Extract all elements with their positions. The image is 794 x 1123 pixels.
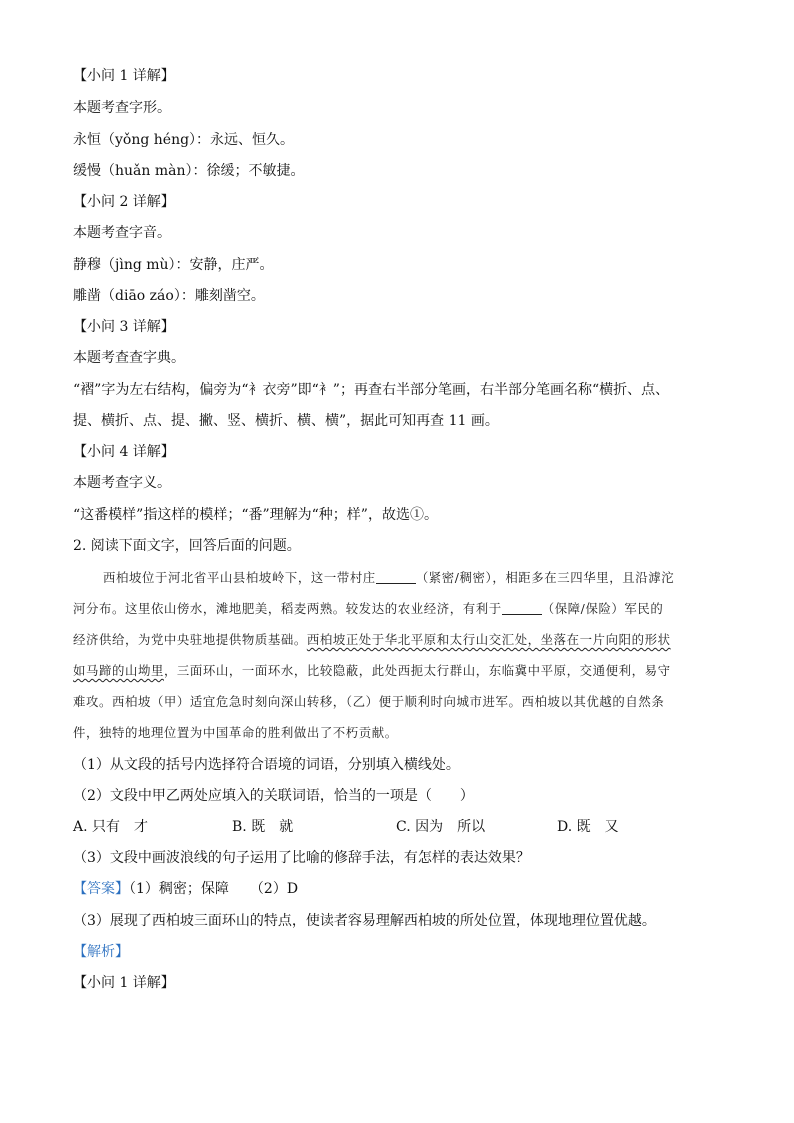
sub-question: （3）文段中画波浪线的句子运用了比喻的修辞手法，有怎样的表达效果？ bbox=[73, 850, 530, 866]
fill-blank bbox=[376, 571, 416, 584]
answer-text: （1）稠密；保障 （2）D bbox=[129, 881, 299, 897]
answer-tag: 【答案】 bbox=[73, 881, 129, 897]
passage-line: 件，独特的地理位置为中国革命的胜利做出了不朽贡献。 bbox=[73, 725, 398, 740]
text-line: 本题考查查字典。 bbox=[73, 350, 185, 366]
text-line: “褶”字为左右结构，偏旁为“衤衣旁”即“衤”；再查右半部分笔画，右半部分笔画名称“横折、点、 bbox=[73, 382, 670, 398]
sub-question: （1）从文段的括号内选择符合语境的词语，分别填入横线处。 bbox=[73, 757, 460, 773]
section-heading: 【小问 2 详解】 bbox=[73, 194, 175, 210]
fill-blank bbox=[502, 602, 542, 615]
text-line: 本题考查字音。 bbox=[73, 225, 171, 241]
passage-text: （保障/保险）军民的 bbox=[541, 601, 664, 616]
option-c: C. 因为 所以 bbox=[396, 819, 486, 835]
option-b: B. 既 就 bbox=[232, 819, 294, 835]
option-a: A. 只有 才 bbox=[73, 819, 149, 835]
wavy-underlined-text: 如马蹄的山坳里 bbox=[73, 663, 164, 678]
text-line: 本题考查字形。 bbox=[73, 100, 171, 116]
passage-text: （紧密/稠密），相距多在三四华里，且沿滹沱 bbox=[415, 570, 675, 585]
text-line: 缓慢（huǎn màn）：徐缓；不敏捷。 bbox=[73, 163, 305, 179]
text-line: 提、横折、点、提、撇、竖、横折、横、横”，据此可知再查 11 画。 bbox=[73, 413, 499, 429]
analysis-tag: 【解析】 bbox=[73, 944, 129, 960]
passage-text: 经济供给，为党中央驻地提供物质基础。 bbox=[73, 632, 307, 647]
passage-line bbox=[103, 568, 753, 586]
passage-line: 难攻。西柏坡（甲）适宜危急时刻向深山转移，（乙）便于顺利时向城市进军。西柏坡以其优越的自然条 bbox=[73, 694, 665, 709]
passage-line bbox=[73, 661, 723, 679]
text-line: 永恒（yǒng héng）：永远、恒久。 bbox=[73, 132, 295, 148]
text-line: 雕凿（diāo záo）：雕刻凿空。 bbox=[73, 288, 265, 304]
text-line: “这番模样”指这样的模样；“番”理解为“种；样”，故选①。 bbox=[73, 507, 438, 523]
sub-question: （2）文段中甲乙两处应填入的关联词语，恰当的一项是（ ） bbox=[73, 788, 474, 804]
answer-line bbox=[73, 879, 298, 899]
passage-text: 西柏坡位于河北省平山县柏坡岭下，这一带村庄 bbox=[103, 570, 376, 585]
passage-text: 河分布。这里依山傍水，滩地肥美，稻麦两熟。较发达的农业经济，有利于 bbox=[73, 601, 502, 616]
passage-text: ，三面环山，一面环水，比较隐蔽，此处西扼太行群山，东临冀中平原，交通便利，易守 bbox=[163, 663, 671, 678]
answer-line: （3）展现了西柏坡三面环山的特点，使读者容易理解西柏坡的所处位置，体现地理位置优越。 bbox=[73, 913, 656, 929]
wavy-underlined-text: 西柏坡正处于华北平原和太行山交汇处，坐落在一片向阳的形状 bbox=[306, 632, 671, 647]
option-d: D. 既 又 bbox=[557, 819, 619, 835]
text-line: 静穆（jìng mù）：安静，庄严。 bbox=[73, 257, 274, 273]
text-line: 本题考查字义。 bbox=[73, 475, 171, 491]
section-heading: 【小问 1 详解】 bbox=[73, 975, 175, 991]
section-heading: 【小问 1 详解】 bbox=[73, 68, 175, 84]
question-title: 2. 阅读下面文字，回答后面的问题。 bbox=[73, 538, 301, 554]
section-heading: 【小问 4 详解】 bbox=[73, 444, 175, 460]
passage-line bbox=[73, 630, 723, 648]
passage-line bbox=[73, 599, 723, 617]
section-heading: 【小问 3 详解】 bbox=[73, 319, 175, 335]
